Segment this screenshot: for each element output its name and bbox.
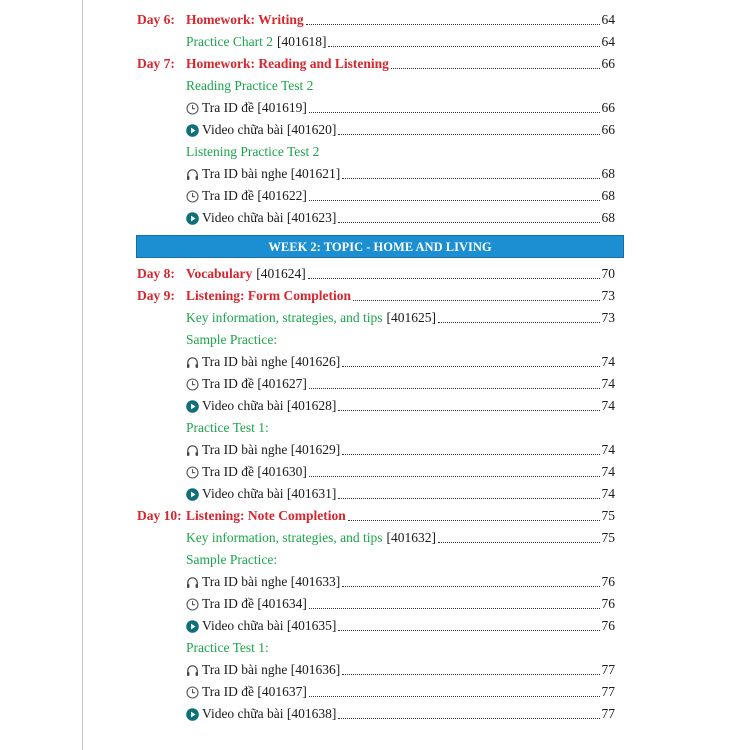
play-icon <box>186 400 199 413</box>
entry-title: Practice Chart 2 <box>186 34 273 49</box>
play-icon <box>186 708 199 721</box>
dot-leader <box>338 134 599 135</box>
dot-leader <box>438 542 600 543</box>
dot-leader <box>309 388 600 389</box>
page-number: 77 <box>601 684 615 699</box>
dot-leader <box>308 278 600 279</box>
dot-leader <box>348 520 600 521</box>
entry-title: Video chữa bài [401620] <box>202 122 337 137</box>
entry-title: Tra ID bài nghe [401636] <box>202 662 341 677</box>
dot-leader <box>342 178 599 179</box>
headphones-icon <box>186 356 199 369</box>
dot-leader <box>338 498 599 499</box>
day-label: Day 9: <box>137 288 175 303</box>
entry-title: Tra ID bài nghe [401629] <box>202 442 341 457</box>
clock-icon <box>186 598 199 611</box>
day-label: Day 8: <box>137 266 175 281</box>
page-number: 75 <box>601 508 615 523</box>
toc-entry[interactable] <box>137 593 615 615</box>
entry-title: Video chữa bài [401631] <box>202 486 337 501</box>
entry-id: [401625] <box>386 310 436 325</box>
entry-title: Listening Practice Test 2 <box>186 144 320 159</box>
toc-entry[interactable] <box>137 681 615 703</box>
week-banner: WEEK 2: TOPIC - HOME AND LIVING <box>136 235 624 258</box>
toc-entry[interactable] <box>137 263 615 285</box>
toc-entry[interactable] <box>137 75 615 97</box>
toc-entry[interactable] <box>137 141 615 163</box>
play-icon <box>186 620 199 633</box>
table-of-contents <box>137 9 615 725</box>
entry-title: Video chữa bài [401635] <box>202 618 337 633</box>
day-label: Day 7: <box>137 56 175 71</box>
dot-leader <box>338 718 599 719</box>
toc-entry[interactable] <box>137 703 615 725</box>
toc-entry[interactable] <box>137 9 615 31</box>
dot-leader <box>309 696 600 697</box>
toc-entry[interactable] <box>137 307 615 329</box>
page-number: 66 <box>601 122 615 137</box>
entry-title: Sample Practice: <box>186 552 278 567</box>
page-number: 68 <box>601 188 615 203</box>
entry-title: Tra ID bài nghe [401626] <box>202 354 341 369</box>
toc-entry[interactable] <box>137 163 615 185</box>
toc-entry[interactable] <box>137 395 615 417</box>
dot-leader <box>338 410 599 411</box>
play-icon <box>186 124 199 137</box>
entry-title: Video chữa bài [401628] <box>202 398 337 413</box>
entry-title: Homework: Reading and Listening <box>186 56 389 71</box>
page-number: 70 <box>601 266 615 281</box>
entry-title: Video chữa bài [401623] <box>202 210 337 225</box>
entry-title: Tra ID đề [401637] <box>202 684 307 699</box>
page-number: 75 <box>601 530 615 545</box>
entry-title: Tra ID đề [401630] <box>202 464 307 479</box>
page-number: 74 <box>601 398 615 413</box>
page-number: 73 <box>601 288 615 303</box>
dot-leader <box>342 366 599 367</box>
dot-leader <box>438 322 600 323</box>
page-number: 76 <box>601 618 615 633</box>
toc-entry[interactable] <box>137 439 615 461</box>
play-icon <box>186 488 199 501</box>
page-number: 68 <box>601 210 615 225</box>
entry-id: [401632] <box>386 530 436 545</box>
toc-entry[interactable] <box>137 285 615 307</box>
toc-entry[interactable] <box>137 505 615 527</box>
dot-leader <box>309 112 600 113</box>
toc-entry[interactable] <box>137 97 615 119</box>
clock-icon <box>186 102 199 115</box>
clock-icon <box>186 686 199 699</box>
toc-entry[interactable] <box>137 373 615 395</box>
toc-entry[interactable] <box>137 483 615 505</box>
entry-id: [401624] <box>256 266 306 281</box>
toc-entry[interactable] <box>137 615 615 637</box>
page-number: 76 <box>601 596 615 611</box>
page-number: 74 <box>601 464 615 479</box>
entry-title: Tra ID bài nghe [401633] <box>202 574 341 589</box>
day-label: Day 10: <box>137 508 182 523</box>
dot-leader <box>309 476 600 477</box>
toc-entry[interactable] <box>137 207 615 229</box>
page-number: 66 <box>601 56 615 71</box>
entry-title: Practice Test 1: <box>186 640 269 655</box>
clock-icon <box>186 190 199 203</box>
entry-id: [401618] <box>276 34 327 49</box>
entry-title: Tra ID đề [401627] <box>202 376 307 391</box>
headphones-icon <box>186 444 199 457</box>
page-number: 64 <box>601 12 615 27</box>
clock-icon <box>186 378 199 391</box>
page-number: 74 <box>601 442 615 457</box>
toc-entry[interactable] <box>137 119 615 141</box>
page-number: 74 <box>601 486 615 501</box>
toc-entry[interactable] <box>137 351 615 373</box>
page-number: 77 <box>601 662 615 677</box>
entry-title: Video chữa bài [401638] <box>202 706 337 721</box>
entry-title: Tra ID đề [401634] <box>202 596 307 611</box>
entry-title: Tra ID đề [401622] <box>202 188 307 203</box>
toc-entry[interactable] <box>137 637 615 659</box>
toc-entry[interactable] <box>137 461 615 483</box>
entry-title: Practice Test 1: <box>186 420 269 435</box>
toc-entry[interactable] <box>137 53 615 75</box>
dot-leader <box>391 68 600 69</box>
dot-leader <box>342 586 599 587</box>
page-number: 64 <box>601 34 615 49</box>
page-number: 74 <box>601 354 615 369</box>
play-icon <box>186 212 199 225</box>
headphones-icon <box>186 576 199 589</box>
entry-title: Listening: Form Completion <box>186 288 351 303</box>
entry-title: Key information, strategies, and tips <box>186 310 383 325</box>
headphones-icon <box>186 664 199 677</box>
entry-title: Reading Practice Test 2 <box>186 78 314 93</box>
dot-leader <box>342 674 599 675</box>
toc-entry[interactable] <box>137 31 615 53</box>
dot-leader <box>338 222 599 223</box>
dot-leader <box>328 46 599 47</box>
toc-entry[interactable] <box>137 659 615 681</box>
entry-title: Sample Practice: <box>186 332 278 347</box>
page-number: 76 <box>601 574 615 589</box>
toc-entry[interactable] <box>137 549 615 571</box>
clock-icon <box>186 466 199 479</box>
toc-entry[interactable] <box>137 527 615 549</box>
entry-title: Vocabulary <box>186 266 253 281</box>
headphones-icon <box>186 168 199 181</box>
page-number: 68 <box>601 166 615 181</box>
page-margin-line <box>82 0 83 750</box>
dot-leader <box>306 24 600 25</box>
dot-leader <box>309 200 600 201</box>
dot-leader <box>338 630 599 631</box>
dot-leader <box>353 300 600 301</box>
entry-title: Tra ID bài nghe [401621] <box>202 166 341 181</box>
entry-title: Listening: Note Completion <box>186 508 346 523</box>
entry-title: Homework: Writing <box>186 12 304 27</box>
day-label: Day 6: <box>137 12 175 27</box>
entry-title: Key information, strategies, and tips <box>186 530 383 545</box>
dot-leader <box>309 608 600 609</box>
page-number: 66 <box>601 100 615 115</box>
toc-entry[interactable] <box>137 185 615 207</box>
dot-leader <box>342 454 599 455</box>
toc-entry[interactable] <box>137 417 615 439</box>
entry-title: Tra ID đề [401619] <box>202 100 307 115</box>
page-number: 73 <box>601 310 615 325</box>
page-number: 77 <box>601 706 615 721</box>
toc-entry[interactable] <box>137 329 615 351</box>
page-number: 74 <box>601 376 615 391</box>
toc-entry[interactable] <box>137 571 615 593</box>
